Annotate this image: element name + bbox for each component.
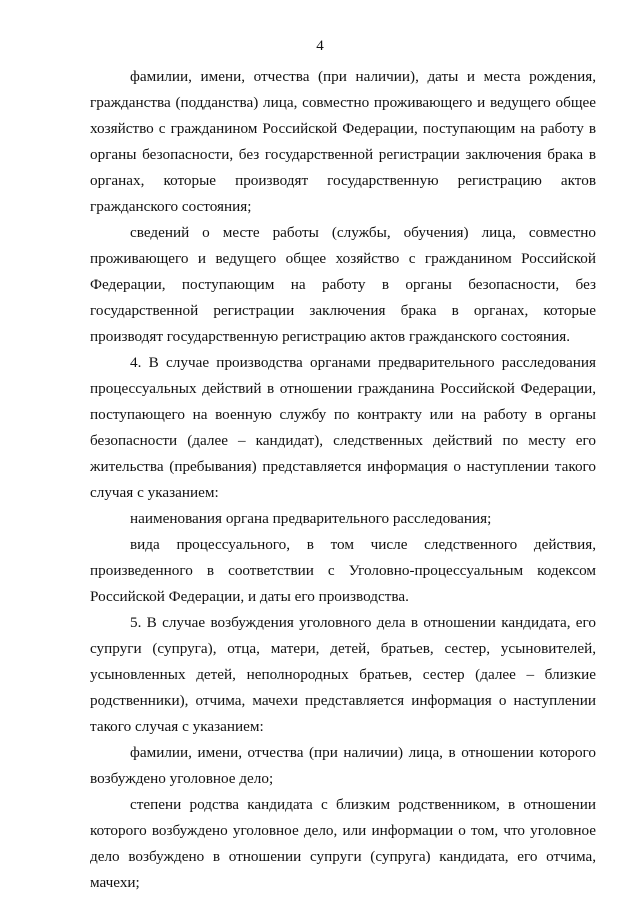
- paragraph-4: наименования органа предварительного расследования;: [130, 510, 492, 527]
- paragraph-3: 4. В случае производства органами предварительного расследования процессуальных действий в отношении гражданина Российской Федерации, поступающего на военную службу по контракту или на работу в органы безопасности (далее – кандидат), следственных действий по месту его жительства (пребывания) представляется информация о наступлении такого случая с указанием:: [90, 354, 596, 501]
- paragraph-8: степени родства кандидата с близким родственником, в отношении которого возбуждено уголовное дело, или информации о том, что уголовное дело возбуждено в отношении супруги (супруга) кандидата, его отчима, мачехи;: [90, 796, 596, 891]
- page-number: 4: [316, 38, 324, 54]
- paragraph-2: сведений о месте работы (службы, обучения) лица, совместно проживающего и ведущего общее хозяйство с гражданином Российской Федерации, поступающим на работу в органы безопасности, без государственной регистрации заключения брака в органах, которые производят государственную регистрацию актов гражданского состояния.: [90, 224, 596, 345]
- paragraph-1: фамилии, имени, отчества (при наличии), даты и места рождения, гражданства (подданства) лица, совместно проживающего и ведущего общее хозяйство с гражданином Российской Федерации, поступающим на работу в органы безопасности, без государственной регистрации заключения брака в органах, которые производят государственную регистрацию актов гражданского состояния;: [90, 68, 596, 215]
- paragraph-7: фамилии, имени, отчества (при наличии) лица, в отношении которого возбуждено уголовное дело;: [90, 744, 596, 787]
- document-body: [90, 64, 596, 896]
- paragraph-5: вида процессуального, в том числе следственного действия, произведенного в соответствии с Уголовно-процессуальным кодексом Российской Федерации, и даты его производства.: [90, 536, 596, 605]
- paragraph-6: 5. В случае возбуждения уголовного дела в отношении кандидата, его супруги (супруга), отца, матери, детей, братьев, сестер, усыновителей, усыновленных детей, неполнородных братьев, сестер (далее – близкие родственники), отчима, мачехи представляется информация о наступлении такого случая с указанием:: [90, 614, 596, 735]
